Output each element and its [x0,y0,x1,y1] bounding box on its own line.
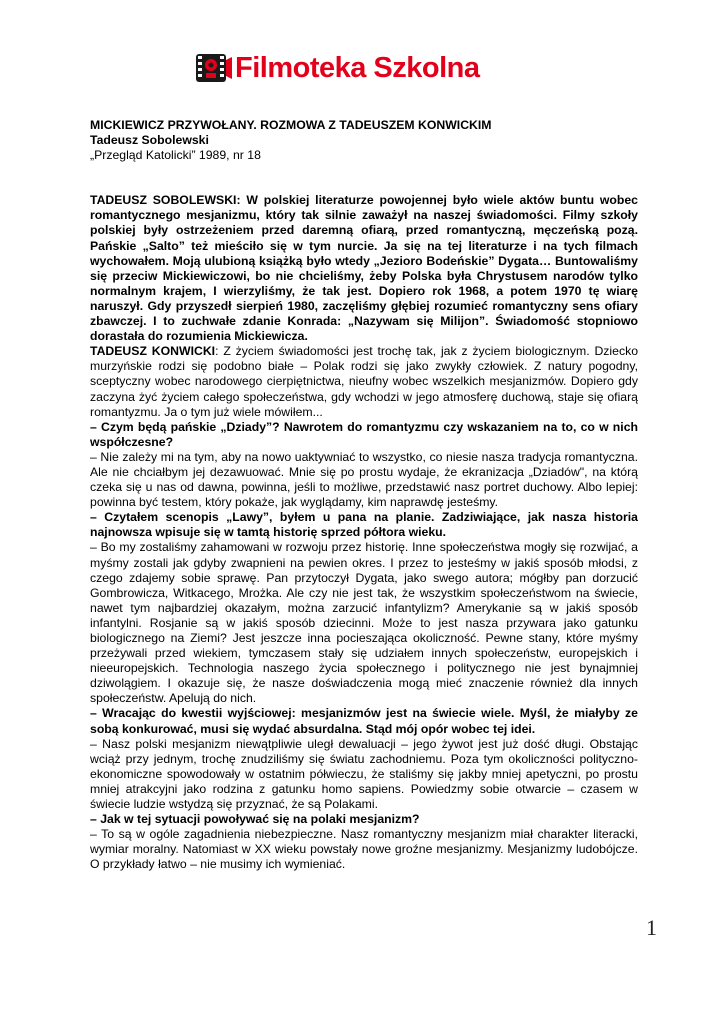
answer-4: – To są w ogóle zagadnienia niebezpieczne. Nasz romantyczny mesjanizm miał charakter literacki, wymiar moralny. Natomiast w XX wieku powstały nowe groźne mesjanizmy. Mesjanizmy ludobójcze. O przykłady łatwo – nie musimy ich wymieniać. [90,827,638,872]
answer-text: : Z życiem świadomości jest trochę tak, jak z życiem biologicznym. Dziecko murzyńskie rodzi się podobno białe – Polak rodzi się jako zwykły człowiek. Z natury pogodny, sceptyczny wobec narodowego cierpiętnictwa, nieufny wobec wszelkich mesjanizmów. Dopiero gdy zaczyna żyć życiem całego społeczeństwa, gdy wchodzi w jego atmosferę duchową, staje się ofiarą romantyzmu. Ja o tym już wiele mówiłem... [90,344,639,419]
question-3: – Wracając do kwestii wyjściowej: mesjanizmów jest na świecie wiele. Myśl, że miałyby ze sobą konkurować, musi się wydać absurdalna. Stąd mój opór wobec tej idei. [90,706,638,736]
spacer [90,163,638,178]
article-author: Tadeusz Sobolewski [90,133,209,148]
question-4: – Jak w tej sytuacji powoływać się na polaki mesjanizm? [90,812,420,827]
article-source: „Przegląd Katolicki” 1989, nr 18 [90,148,261,163]
spacer [90,178,638,193]
article [90,118,638,873]
question-2: – Czytałem scenopis „Lawy”, byłem u pana na planie. Zadziwiające, jak nasza historia najnowsza wpisuje się w tamtą historię sprzed półtora wieku. [90,510,638,540]
paragraph-intro: TADEUSZ SOBOLEWSKI: W polskiej literaturze powojennej było wiele aktów buntu wobec romantycznego mesjanizmu, który tak silnie zaważył na naszej świadomości. Filmy szkoły polskiej były ostrzeżeniem przed daremną ofiarą, przed romantyczną, męczeńską pozą. Pańskie „Salto” też mieściło się w tym nurcie. Ja się na tej literaturze i na tych filmach wychowałem. Moją ulubioną książką było wtedy „Jezioro Bodeńskie” Dygata… Buntowaliśmy się przeciw Mickiewiczowi, bo nie chcieliśmy, żeby Polska była Chrystusem narodów tylko normalnym krajem, I wierzyliśmy, że tak jest. Dopiero rok 1968, a potem 1970 tę wiarę naruszył. Gdy przyszedł sierpień 1980, zaczęliśmy głębiej rozumieć romantyczny sens ofiary zbawczej. I to zuchwałe zdanie Konrada: „Nazywam się Milijon”. Świadomość stopniowo dorastała do rozumienia Mickiewicza. [90,193,638,344]
article-title: MICKIEWICZ PRZYWOŁANY. ROZMOWA Z TADEUSZEM KONWICKIM [90,118,492,132]
brand-name: Filmoteka Szkolna [235,51,480,84]
answer-1: – Nie zależy mi na tym, aby na nowo uaktywniać to wszystko, co niesie nasza tradycja romantyczna. Ale nie chciałbym jej dezawuować. Mnie się po prostu wydaje, że ekranizacja „Dziadów", na którą czeka się u nas od dawna, powinna, jeśli to możliwe, przedstawić nasz portret duchowy. Albo lepiej: powinna być testem, który pokaże, jak wyglądamy, kim naprawdę jesteśmy. [90,449,638,510]
page-number: 1 [646,915,657,940]
paragraph-answer [90,344,638,419]
answer-3: – Nasz polski mesjanizm niewątpliwie uległ dewaluacji – jego żywot jest już dość długi. Obstając wciąż przy jednym, trochę znudziliśmy się światu zachodniemu. Poza tym okoliczności polityczno-ekonomiczne spowodowały w ostatnim półwieczu, że staliśmy się jakby mniej apetyczni, po prostu mniej atrakcyjni jako rodzina z gatunku homo sapiens. Powiedzmy sobie otwarcie – czasem w świecie ludzie wstydzą się przyznać, że są Polakami. [90,736,638,812]
speaker-name: TADEUSZ KONWICKI [90,344,216,359]
brand-logo [195,48,480,88]
film-camera-logo-icon [195,50,233,86]
question-1: – Czym będą pańskie „Dziady”? Nawrotem do romantyzmu czy wskazaniem na to, co w nich współczesne? [90,419,638,449]
answer-2: – Bo my zostaliśmy zahamowani w rozwoju przez historię. Inne społeczeństwa mogły się rozwijać, a myśmy zostali jak gdyby zwapnieni na pewien okres. I przez to jesteśmy w jakiś sposób młodsi, z czego zdajemy sobie sprawę. Pan przytoczył Dygata, jako swego autora; mógłby pan dorzucić Gombrowicza, Witkacego, Mrożka. Ale czy nie jest tak, że wszystkim społeczeństwom na świecie, nawet tym najbardziej okazałym, można zarzucić infantylizm? Amerykanie są w jakiś sposób infantylni. Rosjanie są w jakiś sposób dziecinni. Może to jest nasza przywara jako gatunku biologicznego na Ziemi? Jest jeszcze inna pocieszająca okoliczność. Pewne stany, które myśmy przeżywali przed wiekiem, tymczasem stały się udziałem innych społeczeństw, europejskich i nieeuropejskich. Technologia naszego życia społecznego i politycznego nie jest bynajmniej dziwolągiem. I okazuje się, że nasze doświadczenia mogą mieć znaczenie również dla innych społeczeństw. Apelują do nich. [90,540,638,706]
